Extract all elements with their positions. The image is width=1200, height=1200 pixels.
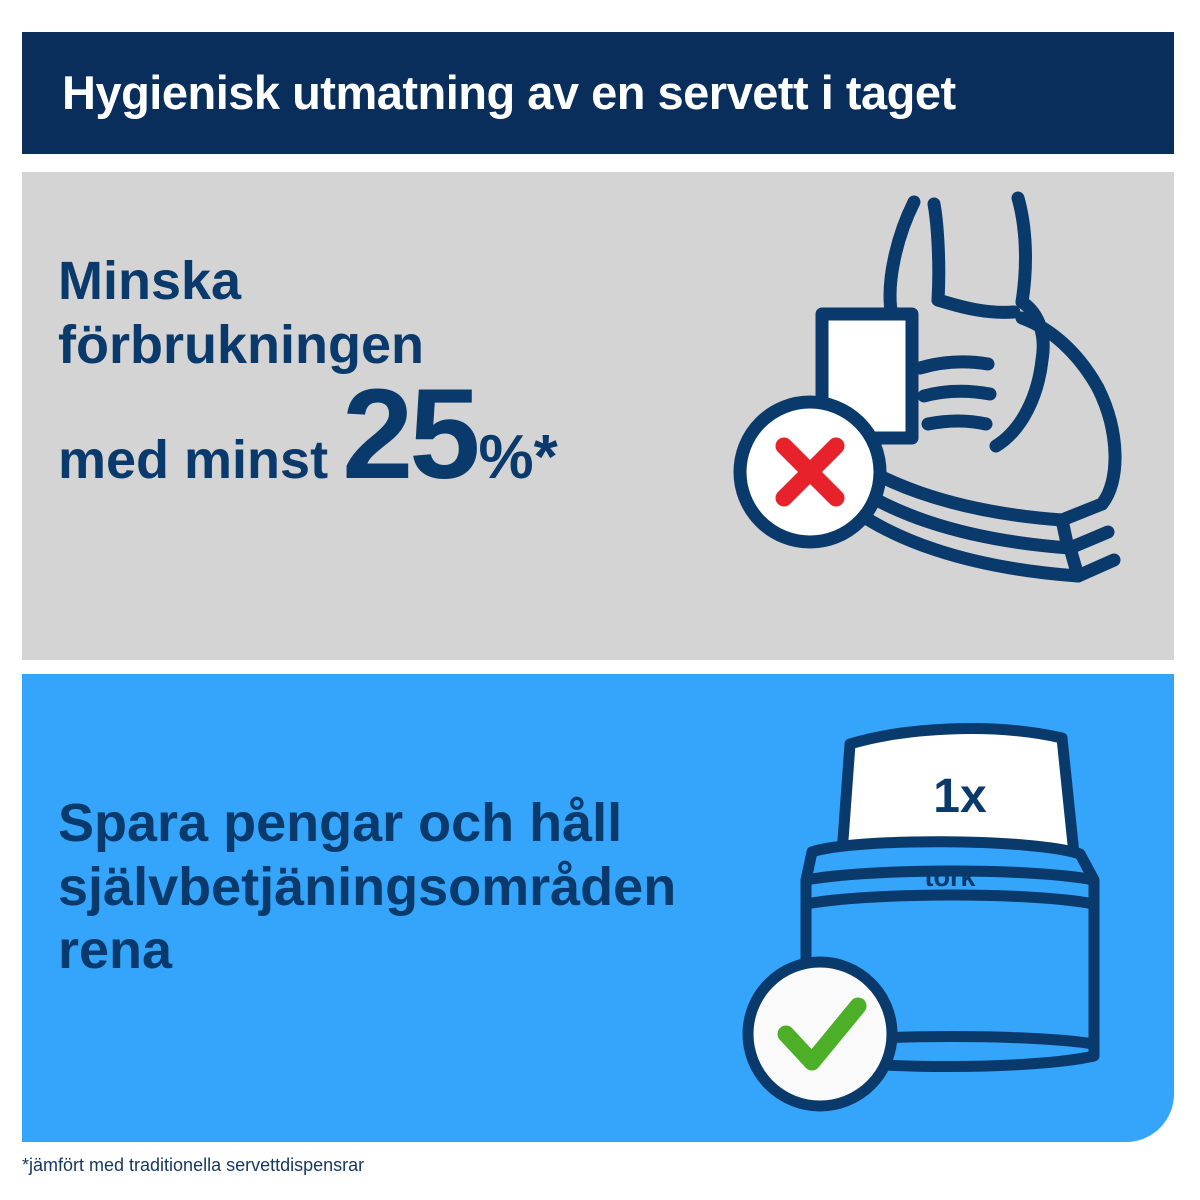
cross-badge	[740, 402, 880, 542]
panel-reduce-line-1: Minska	[58, 251, 242, 311]
highlight-asterisk: *	[533, 423, 558, 493]
footnote: *jämfört med traditionella servettdispensrar	[22, 1155, 365, 1175]
napkin-count-label: 1x	[933, 770, 987, 823]
illustration-hand-napkins	[702, 182, 1162, 652]
highlight-number: 25	[342, 363, 477, 507]
highlight-unit: %	[478, 423, 534, 493]
panel-save-line-1: Spara pengar och håll	[58, 793, 623, 853]
panel-reduce-line-3: med minst	[58, 430, 329, 491]
panel-reduce-consumption	[22, 172, 1174, 660]
dispenser-brand: tork	[924, 862, 976, 892]
panel-save-text	[58, 792, 758, 983]
panel-reduce-text	[58, 250, 618, 507]
panel-reduce-line-3-row	[58, 363, 618, 507]
illustration-dispenser	[702, 704, 1162, 1124]
panel-reduce-line-2: förbrukningen	[58, 314, 424, 375]
panel-save-line-2: självbetjäningsområden	[58, 856, 677, 917]
panel-save-money	[22, 674, 1174, 1142]
panel-save-line-3: rena	[58, 920, 173, 981]
page-title: Hygienisk utmatning av en servett i taget	[62, 66, 956, 120]
check-badge	[748, 962, 892, 1106]
header-banner	[22, 32, 1174, 154]
